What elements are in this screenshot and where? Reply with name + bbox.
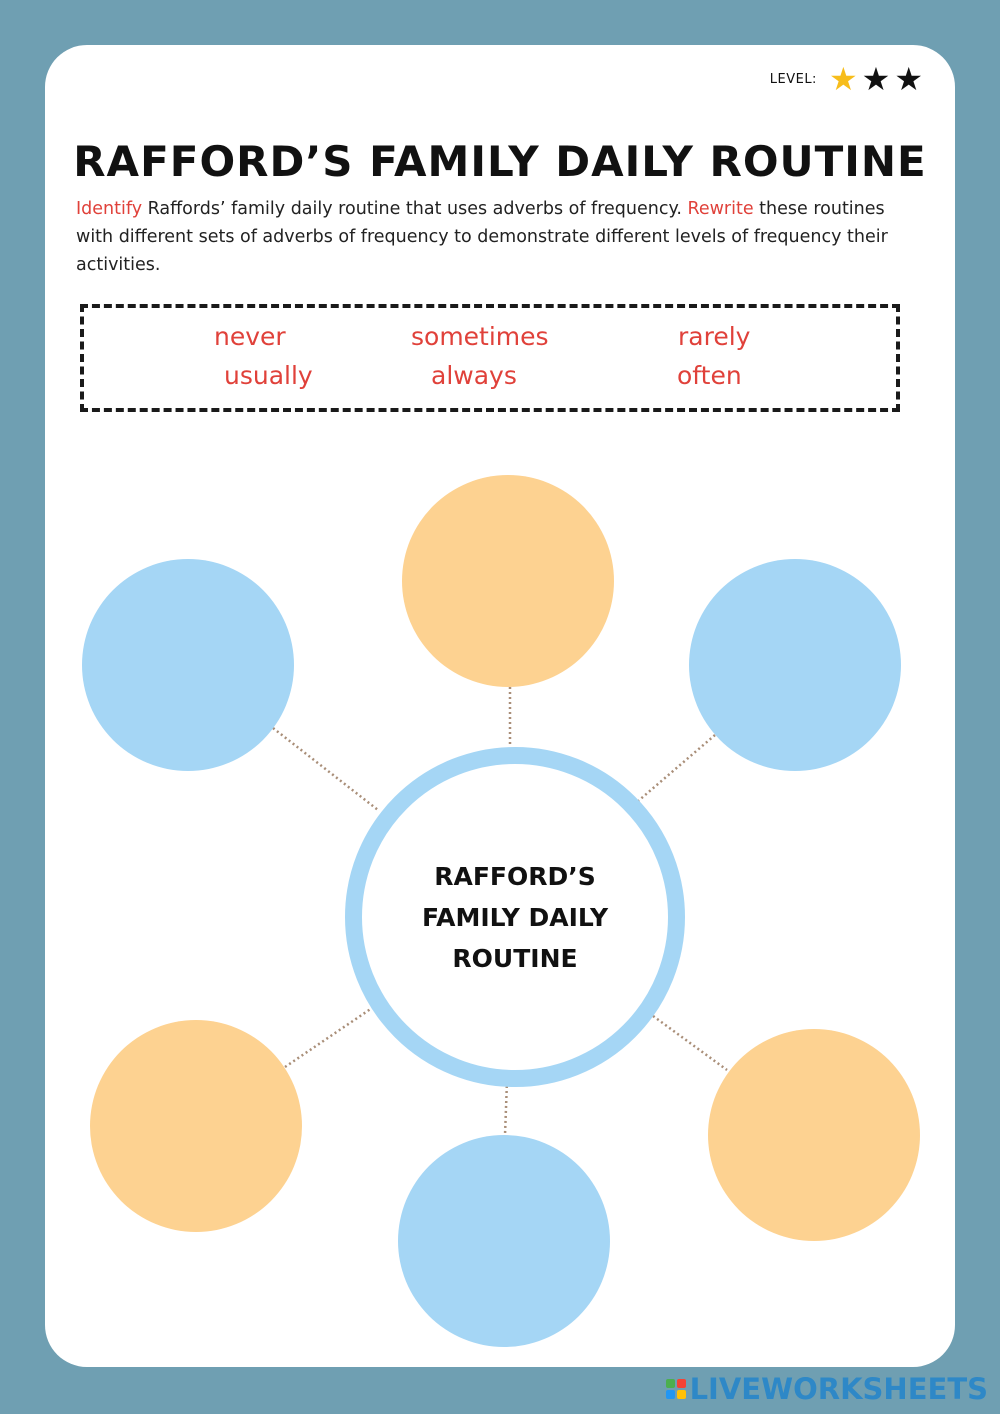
answer-circle-bottom-left[interactable] — [90, 1020, 302, 1232]
central-topic-line: FAMILY DAILY — [421, 902, 609, 932]
central-topic-text — [395, 856, 635, 979]
connector-line — [273, 728, 378, 810]
connector-line — [637, 735, 715, 802]
worksheet-page — [45, 45, 955, 1367]
liveworksheets-logo-icon — [666, 1379, 686, 1399]
page-title: RAFFORD’S FAMILY DAILY ROUTINE — [73, 137, 927, 186]
star-icon: ★ — [861, 60, 891, 98]
word-bank-item: sometimes — [411, 322, 549, 351]
answer-circle-top[interactable] — [402, 475, 614, 687]
connector-line — [505, 1081, 507, 1135]
instruction-verb-identify: Identify — [76, 199, 143, 219]
instruction-text: these routines with different sets of adverbs of frequency to demonstrate different levels of frequency their activities. — [76, 199, 888, 275]
central-topic-circle — [345, 747, 685, 1087]
liveworksheets-brand — [666, 1372, 988, 1406]
brand-name: LIVEWORKSHEETS — [689, 1372, 988, 1406]
level-label: LEVEL: — [769, 71, 817, 87]
word-bank-item: rarely — [678, 322, 751, 351]
central-topic-line: RAFFORD’S — [434, 861, 596, 891]
star-icon: ★ — [828, 60, 858, 98]
answer-circle-top-right[interactable] — [689, 559, 901, 771]
word-bank-item: always — [431, 361, 517, 390]
word-bank-item: never — [214, 322, 286, 351]
answer-circle-bottom[interactable] — [398, 1135, 610, 1347]
word-bank-item: often — [677, 361, 742, 390]
central-topic-line: ROUTINE — [452, 943, 578, 973]
connector-line — [649, 1013, 727, 1070]
instruction-verb-rewrite: Rewrite — [687, 199, 754, 219]
answer-circle-bottom-right[interactable] — [708, 1029, 920, 1241]
word-bank-item: usually — [224, 361, 313, 390]
connector-line — [285, 1008, 372, 1067]
star-icon: ★ — [894, 60, 923, 98]
answer-circle-top-left[interactable] — [82, 559, 294, 771]
instruction-text: Raffords’ family daily routine that uses adverbs of frequency. — [142, 199, 688, 219]
